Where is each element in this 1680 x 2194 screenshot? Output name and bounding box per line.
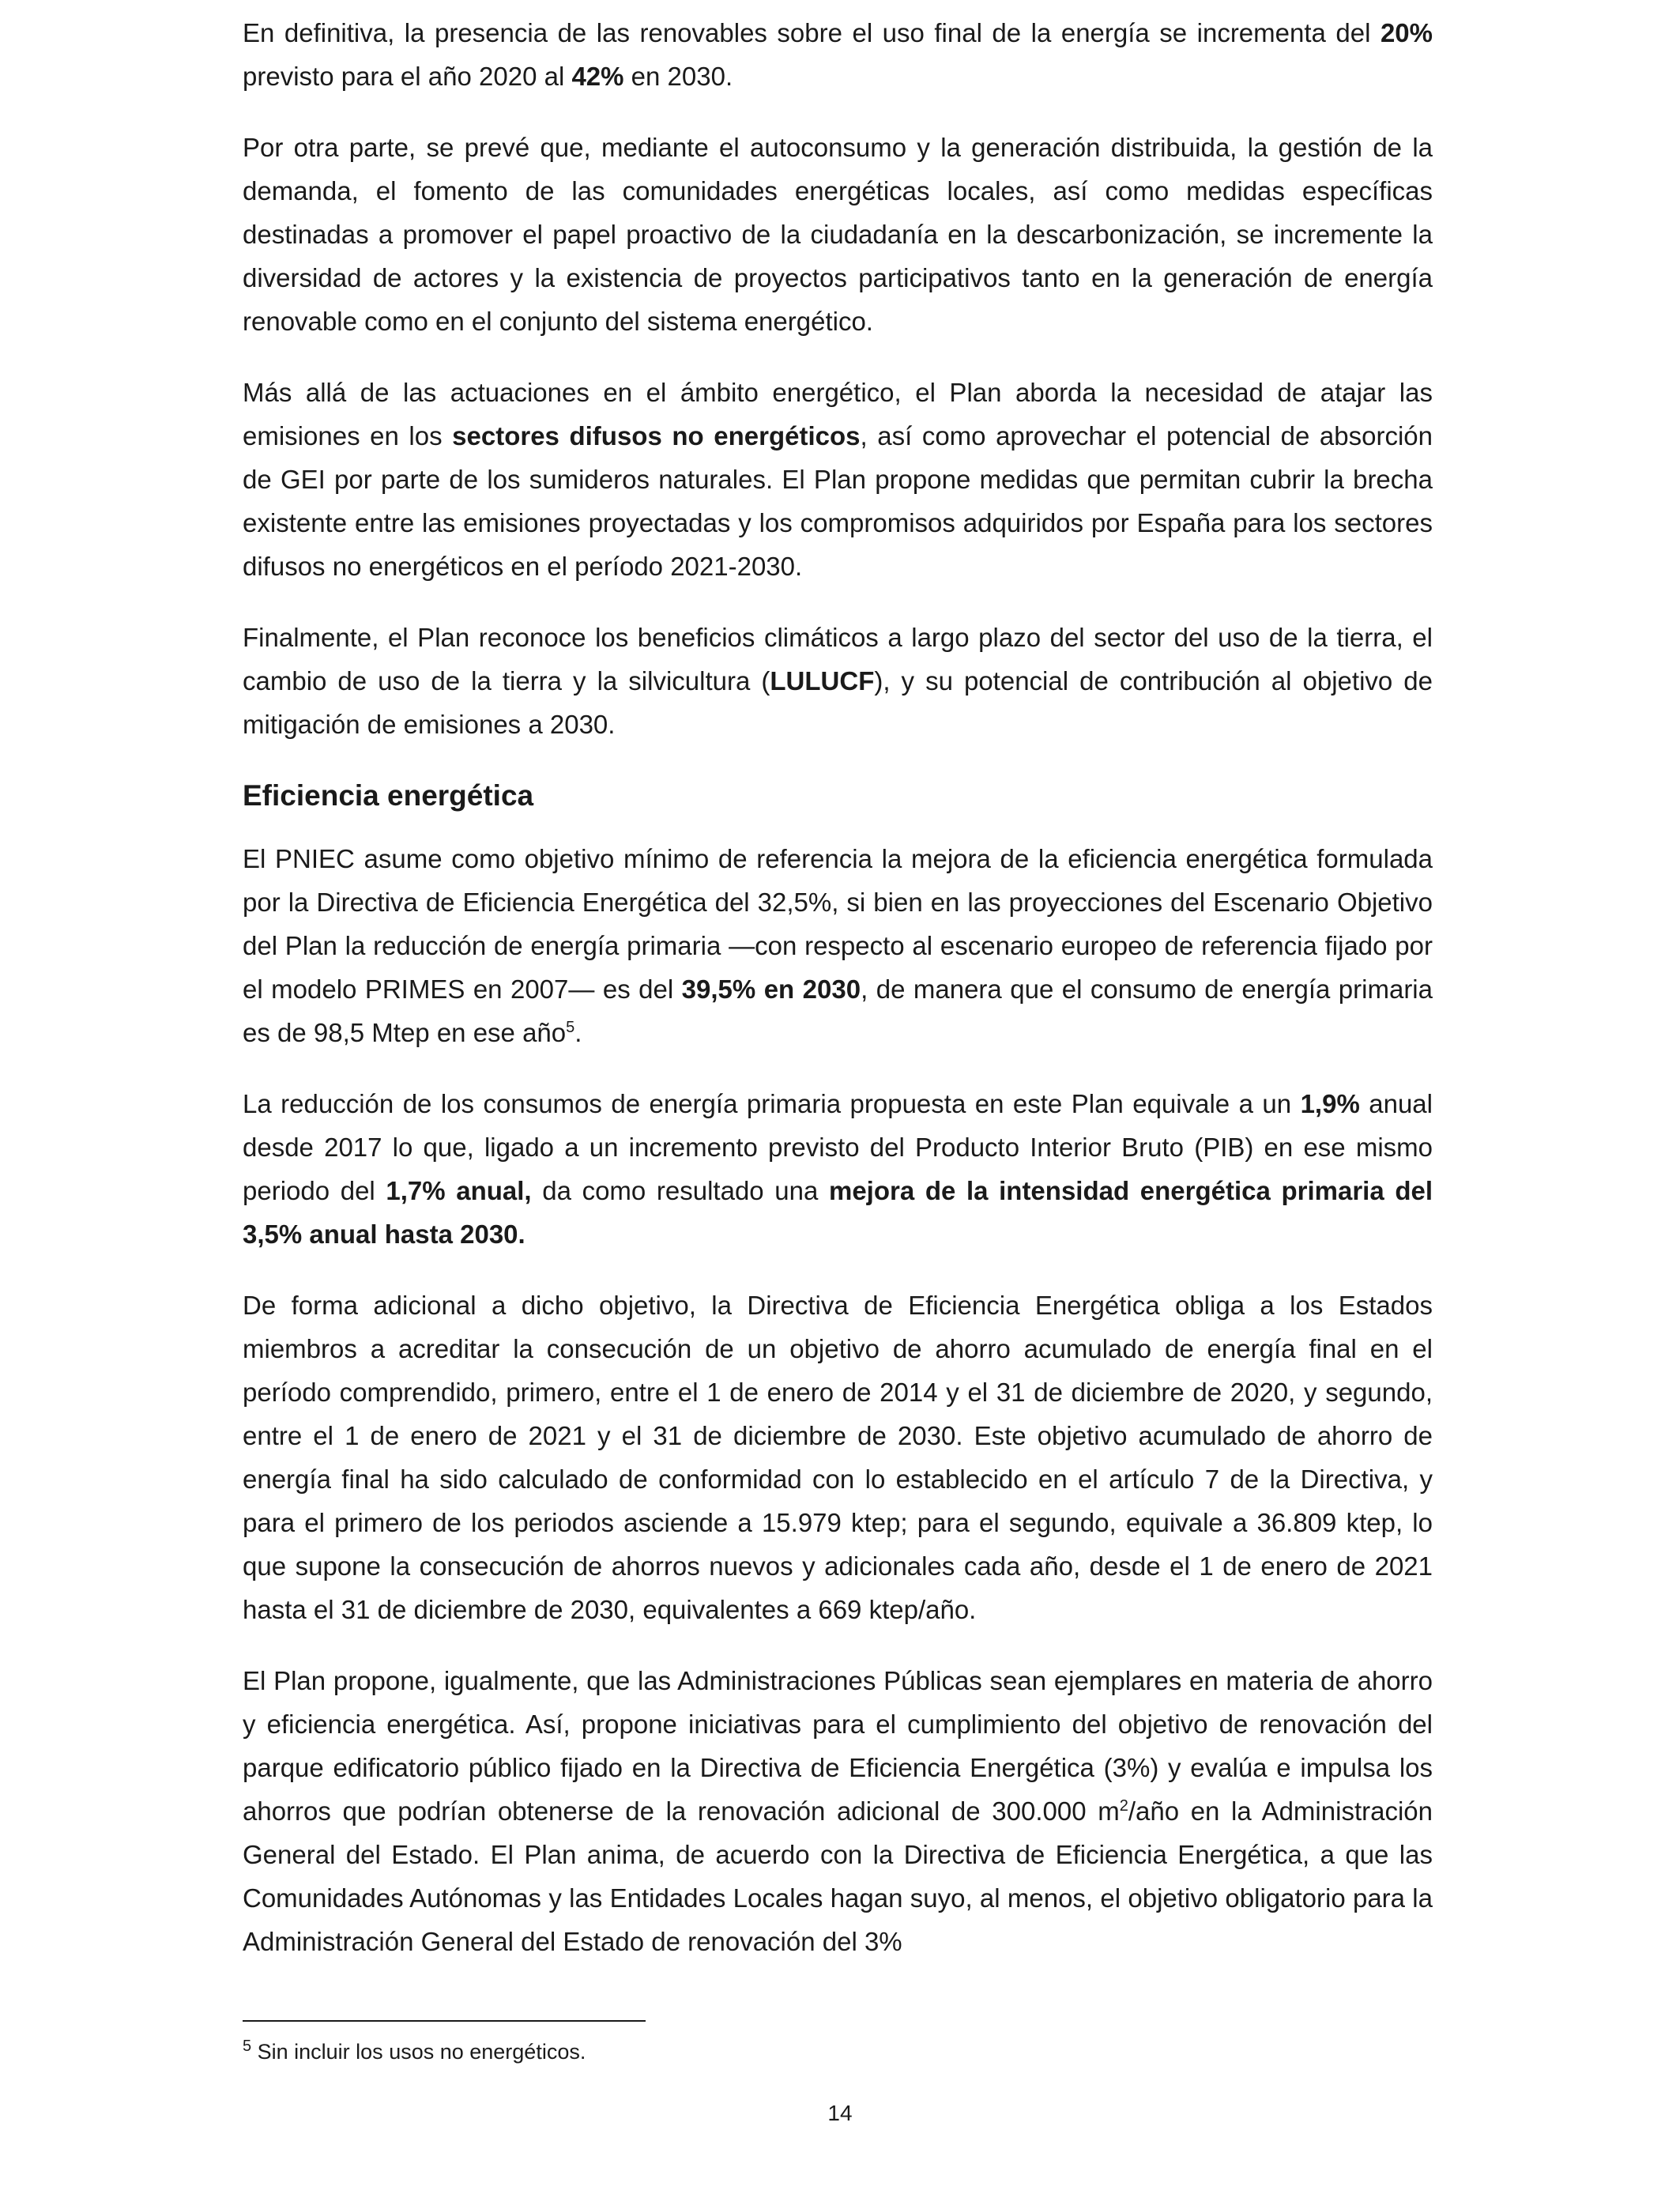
footnote-reference[interactable]: 5	[566, 1019, 575, 1036]
footnote	[243, 2038, 586, 2066]
page-body	[243, 11, 1433, 1991]
paragraph-self-consumption: Por otra parte, se prevé que, mediante el autoconsumo y la generación distribuida, la gestión de la demanda, el fomento de las comunidades energéticas locales, así como medidas específicas destinadas a promover el papel proactivo de la ciudadanía en la descarbonización, se incremente la diversidad de actores y la existencia de proyectos participativos tanto en la generación de energía renovable como en el conjunto del sistema energético.	[243, 133, 1433, 336]
paragraph-pniec-objective: El PNIEC asume como objetivo mínimo de referencia la mejora de la eficiencia energética formulada por la Directiva de Eficiencia Energética del 32,5%, si bien en las proyecciones del Escenario Objetivo del Plan la reducción de energía primaria —con respecto al escenario europeo de referencia fijado por el modelo PRIMES en 2007— es del 39,5% en 2030, de manera que el consumo de energía primaria es de 98,5 Mtep en ese año$^5$.	[243, 844, 1433, 1047]
page-number: 14	[827, 2101, 853, 2125]
paragraph-cumulative-savings: De forma adicional a dicho objetivo, la Directiva de Eficiencia Energética obliga a los Estados miembros a acreditar la consecución de un objetivo de ahorro acumulado de energía final en el período comprendido, primero, entre el 1 de enero de 2014 y el 31 de diciembre de 2020, y segundo, entre el 1 de enero de 2021 y el 31 de diciembre de 2030. Este objetivo acumulado de ahorro de energía final ha sido calculado de conformidad con lo establecido en el artículo 7 de la Directiva, y para el primero de los periodos asciende a 15.979 ktep; para el segundo, equivale a 36.809 ktep, lo que supone la consecución de ahorros nuevos y adicionales cada año, desde el 1 de enero de 2021 hasta el 31 de diciembre de 2030, equivalentes a 669 ktep/año.	[243, 1291, 1433, 1624]
paragraph-renewables-share: En definitiva, la presencia de las renovables sobre el uso final de la energía se incrementa del 20% previsto para el año 2020 al 42% en 2030.	[243, 18, 1433, 91]
paragraph-lulucf: Finalmente, el Plan reconoce los beneficios climáticos a largo plazo del sector del uso de la tierra, el cambio de uso de la tierra y la silvicultura (LULUCF), y su potencial de contribución al objetivo de mitigación de emisiones a 2030.	[243, 623, 1433, 739]
footnote-separator	[243, 2020, 646, 2022]
footnote-text: Sin incluir los usos no energéticos.	[251, 2040, 586, 2064]
paragraph-public-administrations: El Plan propone, igualmente, que las Administraciones Públicas sean ejemplares en materia de ahorro y eficiencia energética. Así, propone iniciativas para el cumplimiento del objetivo de renovación del parque edificatorio público fijado en la Directiva de Eficiencia Energética (3%) y evalúa e impulsa los ahorros que podrían obtenerse de la renovación adicional de 300.000 $m^2$/año en la Administración General del Estado. El Plan anima, de acuerdo con la Directiva de Eficiencia Energética, a que las Comunidades Autónomas y las Entidades Locales hagan suyo, al menos, el objetivo obligatorio para la Administración General del Estado de renovación del 3%	[243, 1666, 1433, 1956]
paragraph-primary-energy-reduction: La reducción de los consumos de energía primaria propuesta en este Plan equivale a un 1,9% anual desde 2017 lo que, ligado a un incremento previsto del Producto Interior Bruto (PIB) en ese mismo periodo del 1,7% anual, da como resultado una mejora de la intensidad energética primaria del 3,5% anual hasta 2030.	[243, 1089, 1433, 1249]
section-heading: Eficiencia energética	[243, 779, 534, 812]
footnote-marker: 5	[243, 2038, 252, 2055]
paragraph-diffuse-sectors: Más allá de las actuaciones en el ámbito energético, el Plan aborda la necesidad de atajar las emisiones en los sectores difusos no energéticos, así como aprovechar el potencial de absorción de GEI por parte de los sumideros naturales. El Plan propone medidas que permitan cubrir la brecha existente entre las emisiones proyectadas y los compromisos adquiridos por España para los sectores difusos no energéticos en el período 2021-2030.	[243, 378, 1433, 581]
